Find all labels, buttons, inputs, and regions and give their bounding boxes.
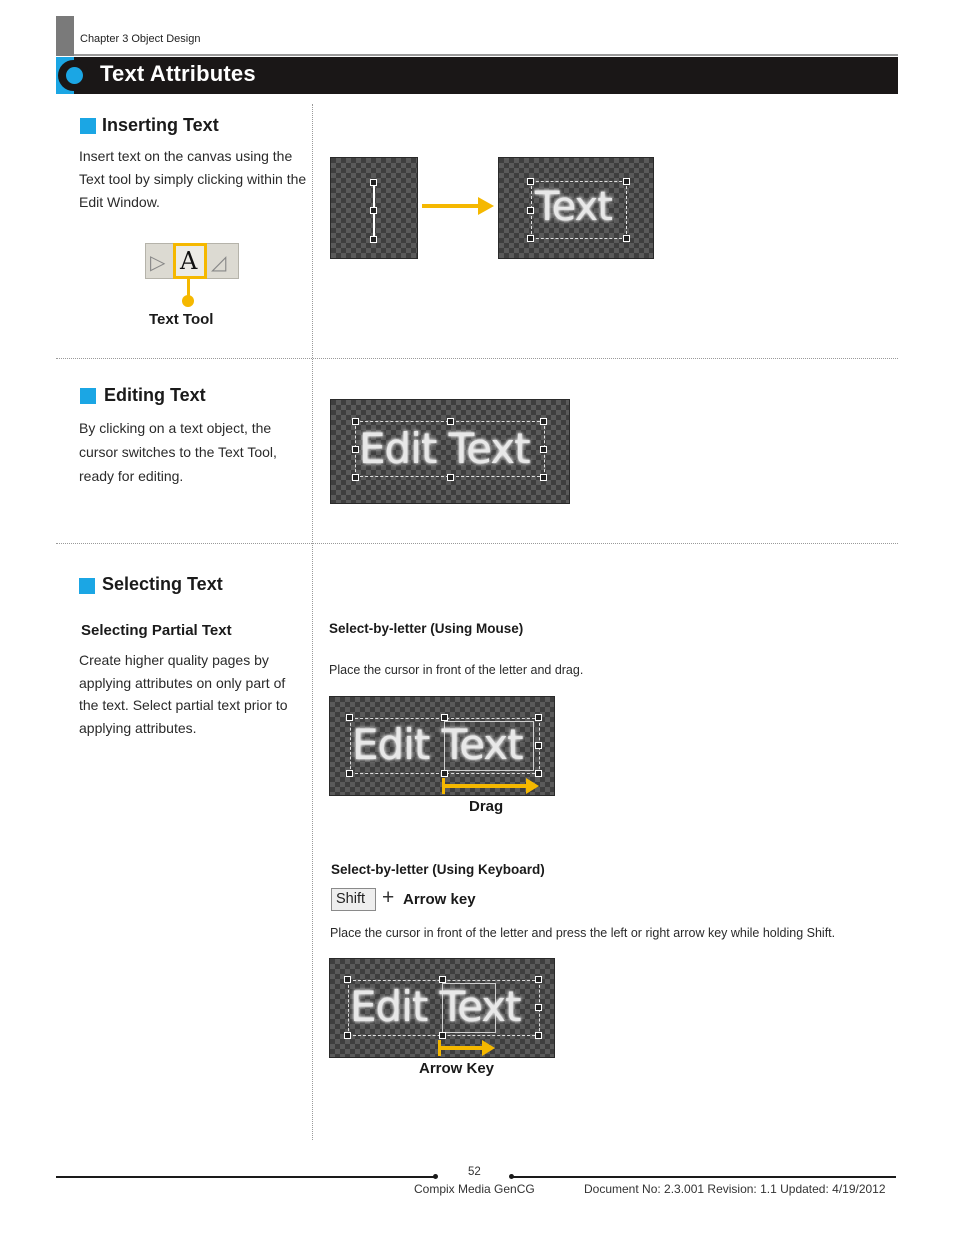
section-divider-2 (56, 543, 898, 544)
keyboard-heading: Select-by-letter (Using Keyboard) (331, 862, 545, 877)
title-dot-icon (66, 67, 83, 84)
arrow-shaft (422, 204, 480, 208)
section-square-icon (80, 118, 96, 134)
footer-dot-right (509, 1174, 514, 1179)
partial-body: Create higher quality pages by applying attributes on only part of the text. Select partial text prior to applying attributes. (79, 652, 288, 737)
plus-sign: + (382, 886, 395, 909)
text-tool-icon: A (180, 247, 198, 275)
inserting-title: Inserting Text (102, 115, 219, 135)
arrow-key-head-icon (482, 1040, 495, 1056)
arrow-head-icon (478, 197, 494, 215)
chapter-label: Chapter 3 Object Design (80, 33, 201, 45)
footer-doc-info: Document No: 2.3.001 Revision: 1.1 Updated: 4/19/2012 (584, 1182, 886, 1196)
partial-heading: Selecting Partial Text (81, 622, 232, 639)
arrow-key-caption: Arrow Key (419, 1060, 495, 1077)
editing-title: Editing Text (104, 385, 206, 405)
footer-product: Compix Media GenCG (414, 1182, 535, 1196)
empty-canvas[interactable] (330, 157, 418, 259)
section-divider-1 (56, 358, 898, 359)
footer-dot-left (433, 1174, 438, 1179)
arrow-key-label: Arrow key (403, 891, 476, 908)
pointer-tool-icon: ▷ (150, 252, 166, 274)
canvas-text: Edit Text (352, 720, 523, 769)
editing-body: By clicking on a text object, the cursor switches to the Text Tool, ready for editing. (79, 420, 277, 484)
canvas-text: Text (535, 184, 612, 230)
page-number: 52 (468, 1166, 481, 1178)
chapter-rule (74, 54, 898, 56)
keyboard-select-canvas[interactable] (329, 958, 555, 1058)
drag-arrow-head-icon (526, 778, 539, 794)
footer-rule-right (512, 1176, 896, 1178)
section-square-icon (80, 388, 96, 404)
inserting-body: Insert text on the canvas using the Text tool by simply clicking within the Edit Window. (79, 148, 307, 211)
canvas-text: Edit Text (359, 424, 530, 473)
text-tool-caption: Text Tool (149, 311, 214, 328)
footer-rule-left (56, 1176, 436, 1178)
edit-text-canvas[interactable] (330, 399, 570, 504)
arrow-key-shaft (440, 1046, 484, 1050)
drag-arrow-shaft (444, 784, 528, 788)
chapter-tab (56, 16, 74, 56)
mouse-note: Place the cursor in front of the letter and drag. (329, 663, 584, 677)
canvas-text: Edit Text (350, 982, 521, 1031)
drag-caption: Drag (469, 798, 504, 815)
text-canvas[interactable] (498, 157, 654, 259)
section-square-icon (79, 578, 95, 594)
shape-tool-icon: ◿ (211, 252, 227, 274)
callout-knob (182, 295, 194, 307)
shift-key: Shift (331, 888, 376, 911)
mouse-heading: Select-by-letter (Using Mouse) (329, 621, 524, 636)
keyboard-note: Place the cursor in front of the letter and press the left or right arrow key while holding Shift. (330, 926, 836, 940)
selecting-title: Selecting Text (102, 574, 223, 594)
column-divider (312, 104, 313, 1140)
page-title: Text Attributes (100, 61, 256, 86)
